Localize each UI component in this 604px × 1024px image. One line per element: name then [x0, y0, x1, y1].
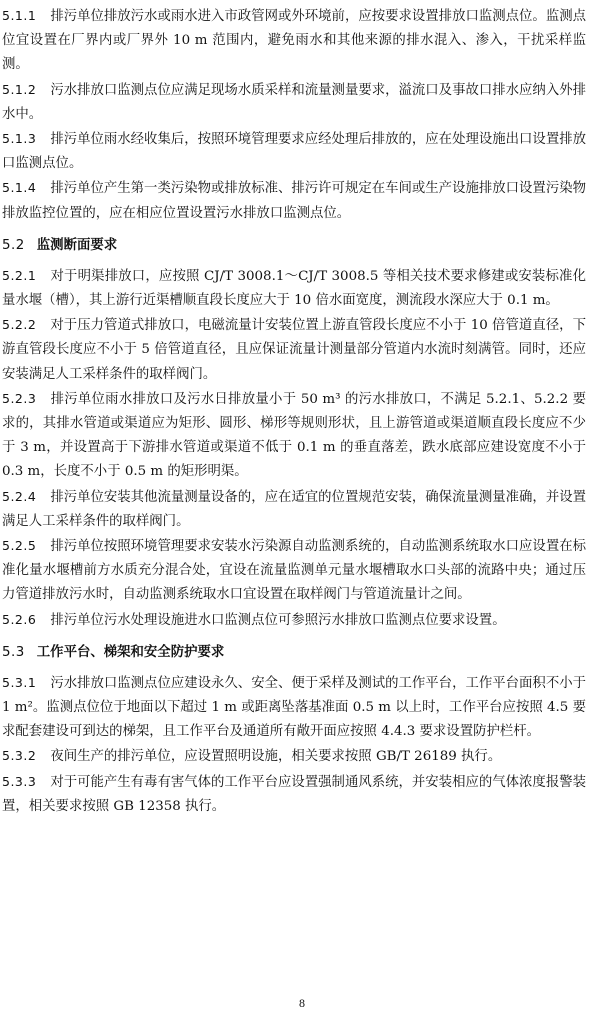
clause-text: 排污单位按照环境管理要求安装水污染源自动监测系统的，自动监测系统取水口应设置在标准化量水堰槽前方水质充分混合处，宜设在流量监测单元量水堰槽取水口头部的流路中央；通过压力管道排放污水时，自动监测系统取水口宜设置在取样阀门与管道流量计之间。: [2, 539, 586, 603]
clause-number: 5.2.6: [2, 611, 37, 627]
paragraph-5-3-3: [2, 770, 586, 819]
clause-number: 5.1.3: [2, 131, 37, 147]
clause-text: 排污单位产生第一类污染物或排放标准、排污许可规定在车间或生产设施排放口设置污染物排放监控位置的，应在相应位置设置污水排放口监测点位。: [2, 181, 586, 221]
paragraph-5-3-1: [2, 671, 586, 745]
paragraph-5-2-4: [2, 485, 586, 534]
clause-number: 5.2.5: [2, 538, 37, 554]
paragraph-5-2-1: [2, 264, 586, 313]
page-number: 8: [299, 996, 305, 1010]
clause-number: 5.3.3: [2, 773, 37, 789]
clause-text: 排污单位安装其他流量测量设备的，应在适宜的位置规范安装，确保流量测量准确，并设置满足人工采样条件的取样阀门。: [2, 489, 586, 529]
paragraph-5-1-2: [2, 78, 586, 127]
clause-number: 5.1.4: [2, 180, 37, 196]
paragraph-5-2-3: [2, 387, 586, 485]
clause-number: 5.1.2: [2, 81, 37, 97]
clause-number: 5.2.4: [2, 488, 37, 504]
section-heading-5-3: [2, 641, 586, 665]
clause-text: 对于明渠排放口，应按照 CJ/T 3008.1～CJ/T 3008.5 等相关技术要求修建或安装标准化量水堰（槽），其上游行近渠槽顺直段长度应大于 10 倍水面宽度，测流段水深应大于 0.1 m。: [2, 268, 586, 309]
section-number: 5.3: [2, 644, 25, 660]
paragraph-5-1-4: [2, 176, 586, 225]
paragraph-5-3-2: [2, 744, 586, 769]
section-title: 监测断面要求: [36, 237, 118, 253]
clause-number: 5.1.1: [2, 8, 37, 23]
clause-text: 排污单位雨水经收集后，按照环境管理要求应经处理后排放的，应在处理设施出口设置排放口监测点位。: [2, 132, 586, 172]
section-heading-5-2: [2, 234, 586, 258]
clause-number: 5.3.1: [2, 674, 37, 690]
paragraph-5-1-1: [2, 4, 586, 78]
clause-text: 对于可能产生有毒有害气体的工作平台应设置强制通风系统，并安装相应的气体浓度报警装置，相关要求按照 GB 12358 执行。: [2, 774, 586, 814]
section-number: 5.2: [2, 237, 25, 253]
clause-number: 5.2.2: [2, 317, 37, 333]
clause-number: 5.2.3: [2, 390, 37, 406]
paragraph-5-2-6: [2, 608, 586, 633]
clause-text: 排污单位排放污水或雨水进入市政管网或外环境前，应按要求设置排放口监测点位。监测点位宜设置在厂界内或厂界外 10 m 范围内，避免雨水和其他来源的排水混入、渗入，干扰采样监测。: [2, 9, 586, 73]
paragraph-5-2-2: [2, 313, 586, 387]
clause-text: 污水排放口监测点位应满足现场水质采样和流量测量要求，溢流口及事故口排水应纳入外排水中。: [2, 82, 586, 122]
paragraph-5-2-5: [2, 534, 586, 608]
clause-number: 5.2.1: [2, 267, 37, 283]
paragraph-5-1-3: [2, 127, 586, 176]
clause-text: 污水排放口监测点位应建设永久、安全、便于采样及测试的工作平台，工作平台面积不小于 1 m²。监测点位位于地面以下超过 1 m 或距离坠落基准面 0.5 m 以上时，工作平台应按照 4.5 要求配套建设可到达的梯架，且工作平台及通道所有敞开面应按照 4.4.3 要求设置防护栏杆。: [2, 675, 586, 740]
clause-text: 排污单位雨水排放口及污水日排放量小于 50 m³ 的污水排放口，不满足 5.2.1、5.2.2 要求的，其排水管道或渠道应为矩形、圆形、梯形等规则形状，且上游管道或渠道顺直段长度应不少于 3 m，并设置高于下游排水管道或渠道不低于 0.1 m 的垂直落差，跌水底部应建设宽度不小于 0.3 m，长度不小于 0.5 m 的矩形明渠。: [2, 391, 586, 480]
clause-text: 排污单位污水处理设施进水口监测点位可参照污水排放口监测点位要求设置。: [50, 612, 506, 628]
section-title: 工作平台、梯架和安全防护要求: [36, 644, 225, 660]
clause-text: 对于压力管道式排放口，电磁流量计安装位置上游直管段长度应不小于 10 倍管道直径，下游直管段长度应不小于 5 倍管道直径，且应保证流量计测量部分管道内水流时刻满管。同时，还应安装满足人工采样条件的取样阀门。: [2, 318, 586, 382]
clause-number: 5.3.2: [2, 748, 37, 764]
clause-text: 夜间生产的排污单位，应设置照明设施，相关要求按照 GB/T 26189 执行。: [50, 749, 502, 765]
